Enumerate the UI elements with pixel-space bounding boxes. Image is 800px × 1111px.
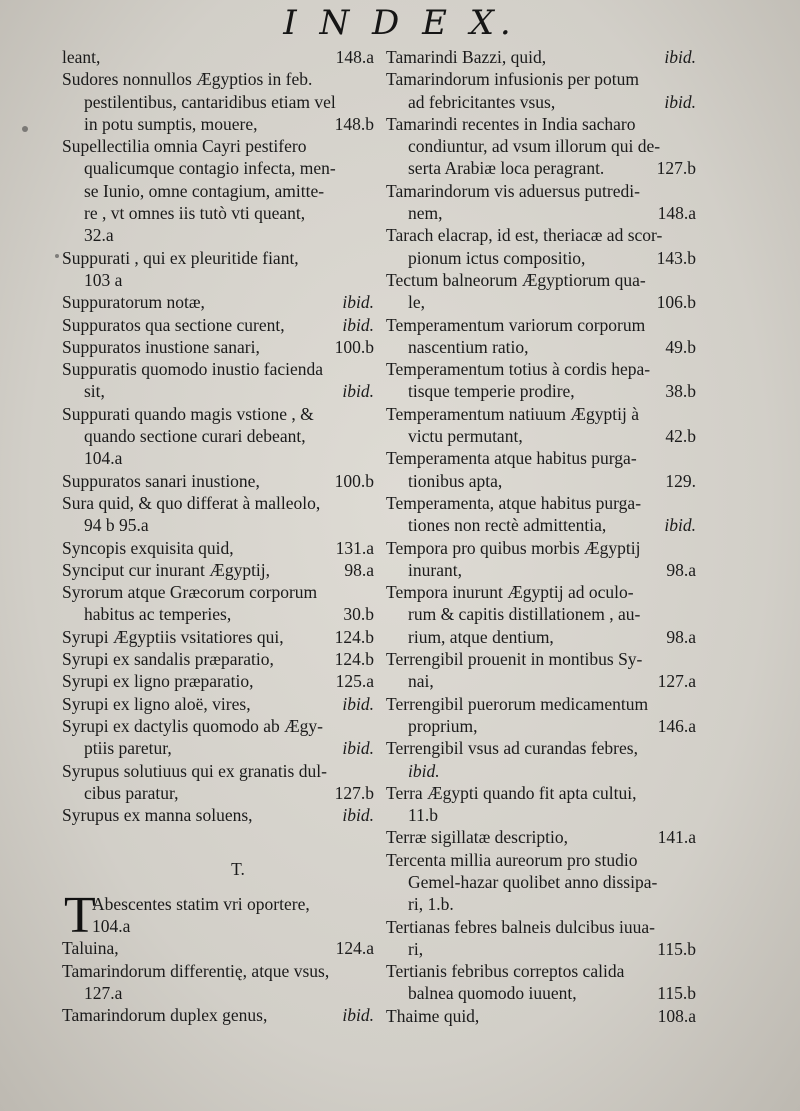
entry-text: Tamarindorum differentię, atque vsus, xyxy=(62,960,330,981)
index-entry-line xyxy=(386,960,696,982)
entry-text: pionum ictus compositio, xyxy=(408,247,586,268)
section-letter: T. xyxy=(231,859,245,880)
entry-text: Taluina, xyxy=(62,938,119,959)
index-entry-line xyxy=(386,68,696,90)
entry-text: rum & capitis distillationem , au- xyxy=(408,604,641,625)
entry-text: ad febricitantes vsus, xyxy=(408,91,556,112)
entry-text: Syrupi Ægyptiis vsitatiores qui, xyxy=(62,626,284,647)
page-reference: ibid. xyxy=(342,1005,374,1026)
index-entry-line xyxy=(386,514,696,536)
entry-text: rium, atque dentium, xyxy=(408,626,554,647)
index-entry-line xyxy=(62,46,374,68)
entry-text: cibus paratur, xyxy=(84,782,179,803)
entry-text: Syrupi ex ligno præparatio, xyxy=(62,671,254,692)
index-entry-line xyxy=(386,982,696,1004)
page-reference: 124.b xyxy=(334,649,374,670)
index-entry-line xyxy=(62,626,374,648)
entry-text: tionibus apta, xyxy=(408,470,503,491)
entry-text: Temperamenta, atque habitus purga- xyxy=(386,492,642,513)
entry-text: tisque temperie prodire, xyxy=(408,381,575,402)
index-entry-line xyxy=(62,91,374,113)
index-entry-line xyxy=(386,202,696,224)
index-entry-line xyxy=(62,893,374,915)
page-reference: 100.b xyxy=(334,470,374,491)
entry-text: Syrupi ex dactylis quomodo ab Ægy- xyxy=(62,715,324,736)
entry-text: in potu sumptis, mouere, xyxy=(84,113,258,134)
page-reference: 148.b xyxy=(334,113,374,134)
page-reference: 98.a xyxy=(666,559,696,580)
entry-text: Abescentes statim vri oportere, xyxy=(92,893,310,914)
index-entry-line xyxy=(62,492,374,514)
t-section xyxy=(62,886,374,1027)
index-entry-line xyxy=(62,782,374,804)
entry-text: Synciput cur inurant Ægyptij, xyxy=(62,559,271,580)
entry-text: proprium, xyxy=(408,715,478,736)
page-reference: 124.b xyxy=(334,626,374,647)
index-entry-line xyxy=(62,68,374,90)
entry-text: 127.a xyxy=(84,982,123,1003)
index-entry-line xyxy=(386,603,696,625)
index-entry-line xyxy=(62,224,374,246)
page-reference: ibid. xyxy=(342,738,374,759)
index-entry-line xyxy=(386,180,696,202)
index-entry-line xyxy=(386,336,696,358)
entry-text: Thaime quid, xyxy=(386,1005,480,1026)
index-entry-line xyxy=(386,626,696,648)
page-reference: 148.a xyxy=(335,47,374,67)
entry-text: Tempora pro quibus morbis Ægyptij xyxy=(386,537,641,558)
page-reference: ibid. xyxy=(664,47,696,67)
entry-text: pestilentibus, cantaridibus etiam vel xyxy=(84,91,336,112)
index-entry-line xyxy=(62,514,374,536)
page-reference: 127.b xyxy=(334,782,374,803)
entry-text: Suppuratos inustione sanari, xyxy=(62,336,260,357)
page-reference: 38.b xyxy=(665,381,696,402)
entry-text: nascentium ratio, xyxy=(408,336,529,357)
entry-text: balnea quomodo iuuent, xyxy=(408,983,577,1004)
entry-text: Suppuratorum notæ, xyxy=(62,292,205,313)
index-entry-line xyxy=(386,670,696,692)
index-entry-line xyxy=(386,224,696,246)
page-reference: 100.b xyxy=(334,336,374,357)
entry-text: ptiis paretur, xyxy=(84,738,172,759)
index-entry-line xyxy=(62,760,374,782)
index-entry-line xyxy=(386,715,696,737)
index-entry-line xyxy=(62,670,374,692)
index-entry-line xyxy=(62,982,374,1004)
index-entry-line xyxy=(386,269,696,291)
entry-text: Tempora inurunt Ægyptij ad oculo- xyxy=(386,582,634,603)
index-entry-line xyxy=(62,537,374,559)
entry-text: tiones non rectè admittentia, xyxy=(408,515,607,536)
entry-text: Temperamentum totius à cordis hepa- xyxy=(386,359,651,380)
index-entry-line xyxy=(386,760,696,782)
page-reference: 124.a xyxy=(335,938,374,959)
index-entry-line xyxy=(386,1005,696,1027)
page-reference: ibid. xyxy=(342,292,374,313)
entry-text: Temperamentum variorum corporum xyxy=(386,314,646,335)
index-entry-line xyxy=(62,135,374,157)
index-entry-line xyxy=(386,782,696,804)
ink-speck xyxy=(22,126,28,132)
entry-text: inurant, xyxy=(408,559,462,580)
index-entry-line xyxy=(386,91,696,113)
entry-text: leant, xyxy=(62,47,101,67)
entry-text: qualicumque contagio infecta, men- xyxy=(84,158,336,179)
page-reference: 127.b xyxy=(656,158,696,179)
index-entry-line xyxy=(62,715,374,737)
index-entry-line xyxy=(62,291,374,313)
index-entry-line xyxy=(386,46,696,68)
page-header: I N D E X. xyxy=(283,3,517,43)
page-reference: ibid. xyxy=(342,381,374,402)
page-reference: 49.b xyxy=(665,336,696,357)
page-reference: ibid. xyxy=(664,91,696,112)
index-entry-line xyxy=(386,291,696,313)
index-entry-line xyxy=(62,380,374,402)
left-column xyxy=(62,46,374,1026)
index-entry-line xyxy=(62,1004,374,1026)
index-entry-line xyxy=(386,470,696,492)
entry-text: Tertianis febribus correptos calida xyxy=(386,961,625,982)
entry-text: 32.a xyxy=(84,225,114,246)
page-reference: 148.a xyxy=(657,203,696,224)
index-entry-line xyxy=(386,492,696,514)
entry-text: Suppuratos qua sectione curent, xyxy=(62,314,285,335)
index-entry-line xyxy=(386,247,696,269)
index-entry-line xyxy=(386,648,696,670)
page-reference: 98.a xyxy=(666,626,696,647)
index-entry-line xyxy=(62,915,374,937)
index-entry-line xyxy=(62,470,374,492)
index-entry-line xyxy=(386,113,696,135)
index-entry-line xyxy=(386,380,696,402)
entry-text: Syrupi ex ligno aloë, vires, xyxy=(62,693,251,714)
entry-text: Tamarindorum infusionis per potum xyxy=(386,69,639,90)
page-reference: 143.b xyxy=(656,247,696,268)
page-reference: ibid. xyxy=(342,314,374,335)
index-entry-line xyxy=(386,425,696,447)
entry-text: 104.a xyxy=(92,915,131,936)
index-entry-line xyxy=(62,180,374,202)
entry-text: Temperamenta atque habitus purga- xyxy=(386,448,637,469)
entry-text: 104.a xyxy=(84,448,123,469)
page-reference: 115.b xyxy=(657,938,696,959)
entry-text: Sura quid, & quo differat à malleolo, xyxy=(62,492,321,513)
index-entry-line xyxy=(62,960,374,982)
index-entry-line xyxy=(386,916,696,938)
index-entry-line xyxy=(62,648,374,670)
index-entry-line xyxy=(386,849,696,871)
entry-text: se Iunio, omne contagium, amitte- xyxy=(84,180,325,201)
page-reference: 30.b xyxy=(343,604,374,625)
entry-text: re , vt omnes iis tutò vti queant, xyxy=(84,203,306,224)
page-reference: 108.a xyxy=(657,1005,696,1026)
index-entry-line xyxy=(386,826,696,848)
entry-text: Syrupi ex sandalis præparatio, xyxy=(62,649,274,670)
index-entry-line xyxy=(386,559,696,581)
page-reference: 98.a xyxy=(344,559,374,580)
index-entry-line xyxy=(386,157,696,179)
index-entry-line xyxy=(62,693,374,715)
entry-text: Tamarindorum duplex genus, xyxy=(62,1005,268,1026)
entry-text: Suppuratos sanari inustione, xyxy=(62,470,260,491)
entry-text: Temperamentum natiuum Ægyptij à xyxy=(386,403,639,424)
page-reference: 125.a xyxy=(335,671,374,692)
entry-text: Suppuratis quomodo inustio facienda xyxy=(62,359,324,380)
page-reference: 146.a xyxy=(657,715,696,736)
index-entry-line xyxy=(386,135,696,157)
entry-text: nem, xyxy=(408,203,443,224)
entry-text: Supellectilia omnia Cayri pestifero xyxy=(62,136,307,157)
entry-text: sit, xyxy=(84,381,105,402)
entry-text: habitus ac temperies, xyxy=(84,604,232,625)
index-entry-line xyxy=(62,559,374,581)
entry-text: Terræ sigillatæ descriptio, xyxy=(386,827,569,848)
entry-text: Tercenta millia aureorum pro studio xyxy=(386,849,638,870)
entry-text: nai, xyxy=(408,671,434,692)
index-entry-line xyxy=(62,247,374,269)
entry-text: 11.b xyxy=(408,805,438,826)
index-entry-line xyxy=(386,693,696,715)
entry-text: Syncopis exquisita quid, xyxy=(62,537,234,558)
index-entry-line xyxy=(386,447,696,469)
index-entry-line xyxy=(62,358,374,380)
page-reference: 127.a xyxy=(657,671,696,692)
entry-text: 103 a xyxy=(84,269,123,290)
entry-text: victu permutant, xyxy=(408,426,523,447)
page-reference: 141.a xyxy=(657,827,696,848)
index-entry-line xyxy=(62,336,374,358)
entry-text: serta Arabiæ loca peragrant. xyxy=(408,158,605,179)
index-entry-line xyxy=(62,937,374,959)
entry-text: Syrupus ex manna soluens, xyxy=(62,805,253,826)
entry-text: ri, 1.b. xyxy=(408,894,454,915)
index-entry-line xyxy=(386,314,696,336)
index-entry-line xyxy=(386,938,696,960)
index-entry-line xyxy=(386,893,696,915)
entry-text: Syrupus solutiuus qui ex granatis dul- xyxy=(62,760,327,781)
index-entry-line xyxy=(386,358,696,380)
right-column xyxy=(386,46,696,1027)
entry-text: Syrorum atque Græcorum corporum xyxy=(62,582,318,603)
entry-text: Terrengibil puerorum medicamentum xyxy=(386,693,649,714)
entry-text: Tamarindorum vis aduersus putredi- xyxy=(386,180,640,201)
index-entry-line xyxy=(62,447,374,469)
index-entry-line xyxy=(62,157,374,179)
entry-text: Suppurati , qui ex pleuritide fiant, xyxy=(62,247,299,268)
index-entry-line xyxy=(62,425,374,447)
entry-text: Tarach elacrap, id est, theriacæ ad scor- xyxy=(386,225,663,246)
entry-text: Terrengibil vsus ad curandas febres, xyxy=(386,738,638,759)
entry-text: Suppurati quando magis vstione , & xyxy=(62,403,314,424)
index-entry-line xyxy=(386,403,696,425)
index-entry-line xyxy=(62,113,374,135)
page-reference: 42.b xyxy=(665,426,696,447)
left-entries xyxy=(62,46,374,826)
index-entry-line xyxy=(62,603,374,625)
right-entries xyxy=(386,46,696,1027)
entry-text: Sudores nonnullos Ægyptios in feb. xyxy=(62,69,313,90)
index-entry-line xyxy=(386,581,696,603)
page-reference: 115.b xyxy=(657,983,696,1004)
index-entry-line xyxy=(386,537,696,559)
page-reference: ibid. xyxy=(342,693,374,714)
index-entry-line xyxy=(386,737,696,759)
ink-speck xyxy=(55,254,59,258)
index-entry-line xyxy=(62,202,374,224)
entry-text: Tertianas febres balneis dulcibus iuua- xyxy=(386,916,655,937)
t-entries xyxy=(62,893,374,1027)
entry-text: le, xyxy=(408,292,426,313)
page-reference: ibid. xyxy=(342,805,374,826)
page-reference: ibid. xyxy=(664,515,696,536)
entry-text: quando sectione curari debeant, xyxy=(84,426,306,447)
page-reference: 106.b xyxy=(656,292,696,313)
entry-text: Tamarindi recentes in India sacharo xyxy=(386,113,636,134)
entry-text: ri, xyxy=(408,938,424,959)
entry-text: Tamarindi Bazzi, quid, xyxy=(386,47,547,67)
entry-text: Tectum balneorum Ægyptiorum qua- xyxy=(386,269,646,290)
index-entry-line xyxy=(62,581,374,603)
entry-text: Gemel-hazar quolibet anno dissipa- xyxy=(408,871,658,892)
page-reference: 131.a xyxy=(335,537,374,558)
page-reference: 129. xyxy=(665,470,696,491)
index-entry-line xyxy=(62,314,374,336)
index-entry-line xyxy=(62,737,374,759)
dropcap: T xyxy=(64,886,96,944)
entry-text: condiuntur, ad vsum illorum qui de- xyxy=(408,136,661,157)
entry-text: ibid. xyxy=(408,760,440,781)
index-entry-line xyxy=(62,269,374,291)
entry-text: Terra Ægypti quando fit apta cultui, xyxy=(386,782,637,803)
index-entry-line xyxy=(386,804,696,826)
index-entry-line xyxy=(62,804,374,826)
index-entry-line xyxy=(386,871,696,893)
index-entry-line xyxy=(62,403,374,425)
entry-text: Terrengibil prouenit in montibus Sy- xyxy=(386,649,643,670)
entry-text: 94 b 95.a xyxy=(84,515,149,536)
